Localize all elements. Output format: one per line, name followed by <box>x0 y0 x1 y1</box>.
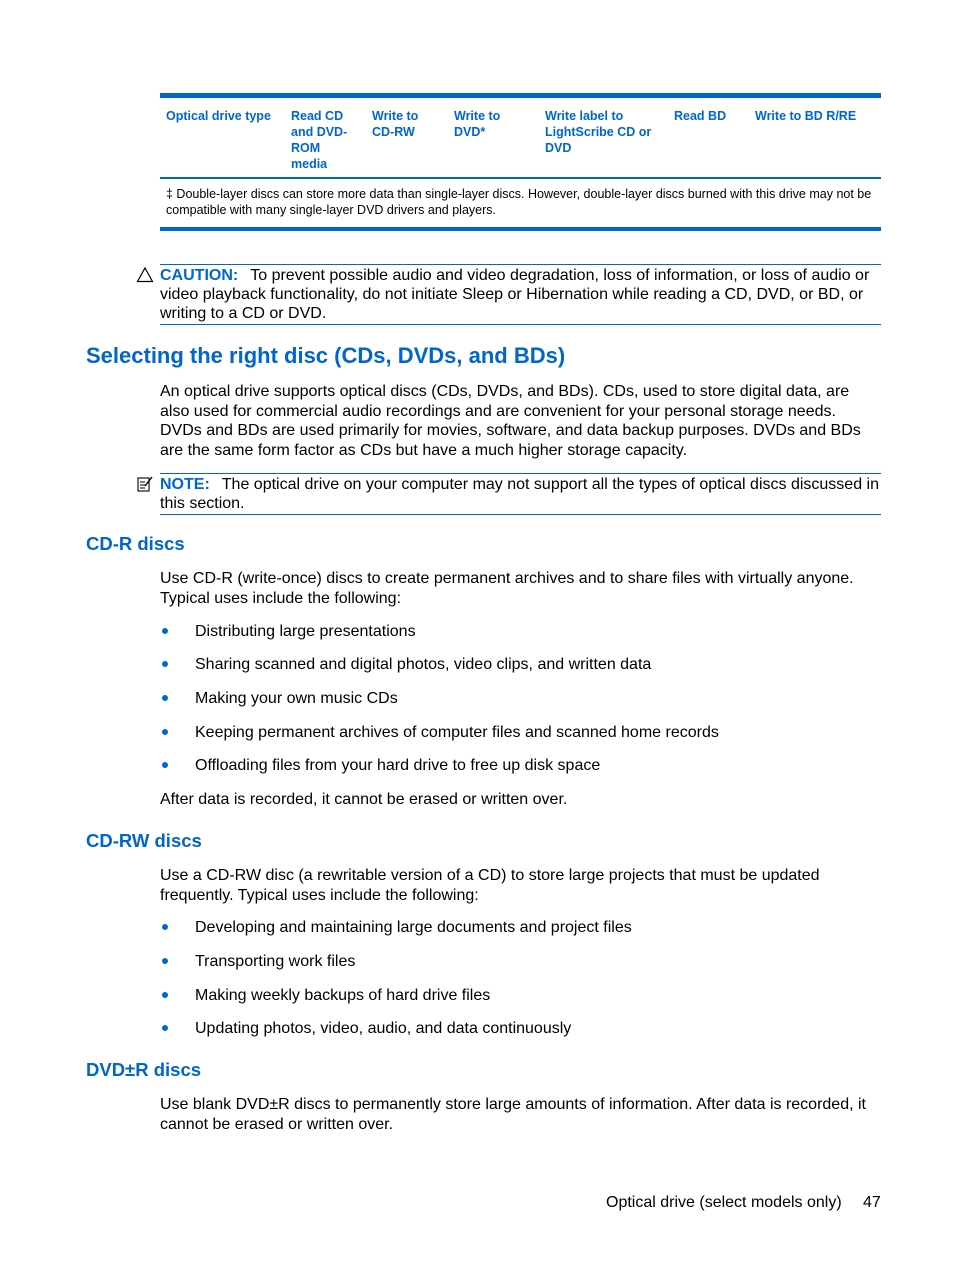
bullet-icon <box>162 729 168 735</box>
table-footnote: ‡ Double-layer discs can store more data than single-layer discs. However, double-layer discs burned with this drive may not be compatible with many single-layer DVD drivers and players. <box>166 187 872 217</box>
table-header-read-cd-dvd: Read CD and DVD- ROM media <box>291 109 348 171</box>
note-box <box>160 473 881 515</box>
dvdr-intro: Use blank DVD±R discs to permanently store large amounts of information. After data is recorded, it cannot be erased or written over. <box>160 1096 866 1133</box>
bullet-icon <box>162 762 168 768</box>
table-header-drive-type: Optical drive type <box>166 109 271 123</box>
cdrw-intro: Use a CD-RW disc (a rewritable version of a CD) to store large projects that must be updated frequently. Typical uses include the following: <box>160 867 820 904</box>
table-header-row <box>160 98 881 177</box>
note-label: NOTE: <box>160 476 210 493</box>
drive-table <box>160 93 881 231</box>
cdr-heading: CD-R discs <box>86 533 185 554</box>
bullet-icon <box>162 1025 168 1031</box>
section-intro: An optical drive supports optical discs (CDs, DVDs, and BDs). CDs, used to store digital data, are also used for commercial audio recordings and are convenient for your personal storage needs. DVDs and BDs are used primarily for movies, software, and data backup purposes. DVDs and BDs are the same form factor as CDs but have a much higher storage capacity. <box>160 383 861 459</box>
cdrw-heading: CD-RW discs <box>86 830 202 851</box>
table-bottom-rule <box>160 227 881 231</box>
table-header-write-cdrw: Write to CD-RW <box>372 109 419 139</box>
table-header-read-bd: Read BD <box>674 109 727 123</box>
page-number: 47 <box>863 1194 881 1211</box>
caution-triangle-icon <box>136 266 154 284</box>
table-header-write-dvd: Write to DVD* <box>454 109 501 139</box>
section-title: Selecting the right disc (CDs, DVDs, and BDs) <box>86 343 566 368</box>
caution-label: CAUTION: <box>160 267 239 284</box>
cdr-outro: After data is recorded, it cannot be erased or written over. <box>160 791 568 808</box>
table-header-lightscribe: Write label to LightScribe CD or DVD <box>545 109 652 155</box>
note-text: The optical drive on your computer may not support all the types of optical discs discussed in this section. <box>160 476 879 512</box>
bullet-icon <box>162 992 168 998</box>
footer-section-name: Optical drive (select models only) <box>606 1194 842 1211</box>
bullet-icon <box>162 628 168 634</box>
caution-text: To prevent possible audio and video degradation, loss of information, or loss of audio or video playback functionality, do not initiate Sleep or Hibernation while reading a CD, DVD, or BD, or writing to a CD or DVD. <box>160 267 870 322</box>
bullet-icon <box>162 695 168 701</box>
bullet-icon <box>162 661 168 667</box>
dvdr-heading: DVD±R discs <box>86 1059 202 1080</box>
bullet-icon <box>162 958 168 964</box>
cdr-intro: Use CD-R (write-once) discs to create permanent archives and to share files with virtually anyone. Typical uses include the following: <box>160 570 854 607</box>
caution-box <box>160 264 881 325</box>
note-pencil-icon <box>136 475 154 493</box>
table-header-write-bd: Write to BD R/RE <box>755 109 857 123</box>
bullet-icon <box>162 924 168 930</box>
